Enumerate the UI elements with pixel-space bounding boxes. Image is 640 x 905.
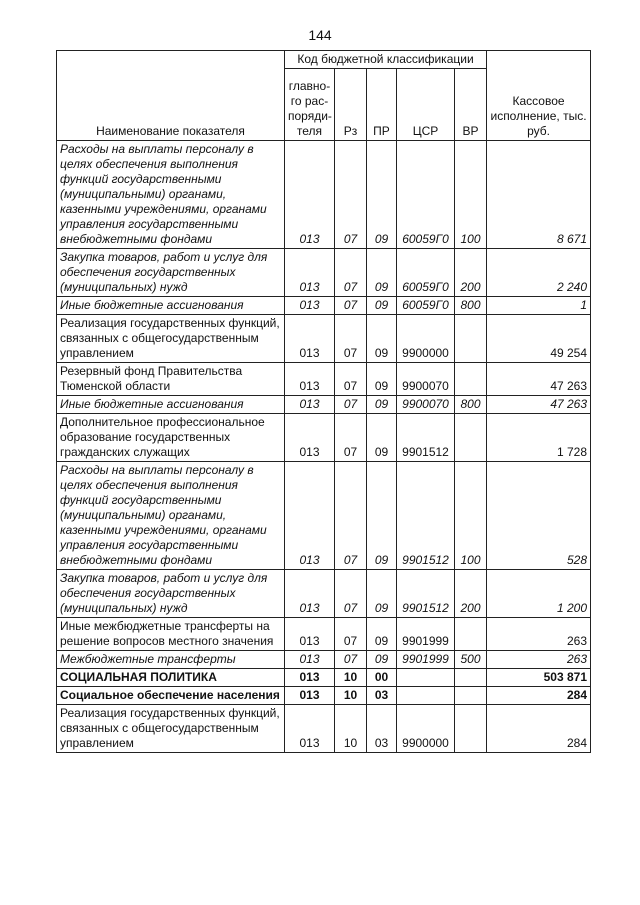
row-amount: 47 263 <box>487 396 591 414</box>
row-csr-code: 9901512 <box>397 414 455 462</box>
row-rz-code: 07 <box>335 249 367 297</box>
row-pr-code: 09 <box>367 363 397 396</box>
row-vr-code <box>455 687 487 705</box>
row-rz-code: 10 <box>335 705 367 753</box>
header-classification-group: Код бюджетной классификации <box>285 51 487 69</box>
row-csr-code: 60059Г0 <box>397 297 455 315</box>
table-row <box>57 141 591 249</box>
row-pr-code: 09 <box>367 396 397 414</box>
row-name: СОЦИАЛЬНАЯ ПОЛИТИКА <box>57 669 285 687</box>
row-vr-code <box>455 618 487 651</box>
row-chief-administrator-code: 013 <box>285 651 335 669</box>
row-csr-code: 9900000 <box>397 705 455 753</box>
table-row <box>57 570 591 618</box>
table-row <box>57 297 591 315</box>
row-name: Социальное обеспечение населения <box>57 687 285 705</box>
row-csr-code: 9900000 <box>397 315 455 363</box>
row-vr-code <box>455 363 487 396</box>
row-chief-administrator-code: 013 <box>285 396 335 414</box>
table-row <box>57 651 591 669</box>
row-chief-administrator-code: 013 <box>285 705 335 753</box>
row-pr-code: 09 <box>367 141 397 249</box>
row-amount: 8 671 <box>487 141 591 249</box>
row-name: Закупка товаров, работ и услуг для обеспечения государственных (муниципальных) нужд <box>57 249 285 297</box>
page-number: 144 <box>308 27 332 43</box>
row-pr-code: 09 <box>367 315 397 363</box>
row-pr-code: 09 <box>367 297 397 315</box>
table-row <box>57 396 591 414</box>
table-row <box>57 315 591 363</box>
header-vr: ВР <box>455 69 487 141</box>
row-name: Иные бюджетные ассигнования <box>57 297 285 315</box>
row-amount: 2 240 <box>487 249 591 297</box>
header-name: Наименование показателя <box>57 51 285 141</box>
row-pr-code: 03 <box>367 687 397 705</box>
row-rz-code: 07 <box>335 570 367 618</box>
row-rz-code: 07 <box>335 618 367 651</box>
row-name: Иные бюджетные ассигнования <box>57 396 285 414</box>
row-amount: 284 <box>487 705 591 753</box>
row-csr-code: 9901999 <box>397 618 455 651</box>
row-vr-code <box>455 705 487 753</box>
row-amount: 263 <box>487 651 591 669</box>
row-vr-code <box>455 414 487 462</box>
row-chief-administrator-code: 013 <box>285 618 335 651</box>
row-csr-code: 60059Г0 <box>397 249 455 297</box>
header-pr: ПР <box>367 69 397 141</box>
row-csr-code: 9900070 <box>397 396 455 414</box>
row-chief-administrator-code: 013 <box>285 687 335 705</box>
budget-table <box>56 50 591 753</box>
header-rz: Рз <box>335 69 367 141</box>
row-rz-code: 07 <box>335 315 367 363</box>
table-row <box>57 462 591 570</box>
row-chief-administrator-code: 013 <box>285 315 335 363</box>
row-rz-code: 07 <box>335 651 367 669</box>
row-csr-code: 9901512 <box>397 570 455 618</box>
row-amount: 1 200 <box>487 570 591 618</box>
table-row <box>57 705 591 753</box>
row-vr-code: 500 <box>455 651 487 669</box>
table-row <box>57 414 591 462</box>
row-vr-code: 100 <box>455 462 487 570</box>
row-rz-code: 07 <box>335 141 367 249</box>
row-csr-code: 9901999 <box>397 651 455 669</box>
row-chief-administrator-code: 013 <box>285 462 335 570</box>
row-amount: 528 <box>487 462 591 570</box>
row-csr-code: 60059Г0 <box>397 141 455 249</box>
row-chief-administrator-code: 013 <box>285 297 335 315</box>
row-pr-code: 09 <box>367 651 397 669</box>
row-name: Межбюджетные трансферты <box>57 651 285 669</box>
row-vr-code: 800 <box>455 297 487 315</box>
row-name: Иные межбюджетные трансферты на решение вопросов местного значения <box>57 618 285 651</box>
row-rz-code: 07 <box>335 297 367 315</box>
row-amount: 1 <box>487 297 591 315</box>
row-rz-code: 07 <box>335 396 367 414</box>
table-body <box>57 141 591 753</box>
row-vr-code: 800 <box>455 396 487 414</box>
row-name: Реализация государственных функций, связанных с общегосударственным управлением <box>57 315 285 363</box>
header-chief-administrator: главно-го рас-поряди-теля <box>285 69 335 141</box>
row-amount: 49 254 <box>487 315 591 363</box>
table-row <box>57 618 591 651</box>
row-csr-code <box>397 669 455 687</box>
table-row <box>57 687 591 705</box>
row-amount: 284 <box>487 687 591 705</box>
row-amount: 263 <box>487 618 591 651</box>
row-chief-administrator-code: 013 <box>285 570 335 618</box>
row-vr-code <box>455 669 487 687</box>
row-vr-code: 200 <box>455 570 487 618</box>
row-pr-code: 09 <box>367 618 397 651</box>
row-chief-administrator-code: 013 <box>285 669 335 687</box>
row-vr-code <box>455 315 487 363</box>
row-name: Реализация государственных функций, связанных с общегосударственным управлением <box>57 705 285 753</box>
row-chief-administrator-code: 013 <box>285 141 335 249</box>
row-pr-code: 09 <box>367 249 397 297</box>
header-csr: ЦСР <box>397 69 455 141</box>
row-vr-code: 200 <box>455 249 487 297</box>
row-amount: 47 263 <box>487 363 591 396</box>
row-pr-code: 00 <box>367 669 397 687</box>
row-name: Расходы на выплаты персоналу в целях обеспечения выполнения функций государственными (муниципальными) органами, казенными учреждениями, органами управления государственными внебюджетными фондами <box>57 462 285 570</box>
table-header <box>57 51 591 141</box>
row-chief-administrator-code: 013 <box>285 249 335 297</box>
row-pr-code: 09 <box>367 570 397 618</box>
row-amount: 1 728 <box>487 414 591 462</box>
table-row <box>57 669 591 687</box>
row-name: Дополнительное профессиональное образование государственных гражданских служащих <box>57 414 285 462</box>
table-row <box>57 363 591 396</box>
row-rz-code: 10 <box>335 669 367 687</box>
row-pr-code: 09 <box>367 414 397 462</box>
row-rz-code: 07 <box>335 363 367 396</box>
row-csr-code <box>397 687 455 705</box>
row-name: Расходы на выплаты персоналу в целях обеспечения выполнения функций государственными (муниципальными) органами, казенными учреждениями, органами управления государственными внебюджетными фондами <box>57 141 285 249</box>
header-cash-execution: Кассовое исполнение, тыс. руб. <box>487 51 591 141</box>
row-name: Резервный фонд Правительства Тюменской области <box>57 363 285 396</box>
row-csr-code: 9900070 <box>397 363 455 396</box>
row-rz-code: 07 <box>335 462 367 570</box>
row-amount: 503 871 <box>487 669 591 687</box>
row-vr-code: 100 <box>455 141 487 249</box>
row-pr-code: 03 <box>367 705 397 753</box>
row-csr-code: 9901512 <box>397 462 455 570</box>
table-row <box>57 249 591 297</box>
row-chief-administrator-code: 013 <box>285 363 335 396</box>
row-name: Закупка товаров, работ и услуг для обеспечения государственных (муниципальных) нужд <box>57 570 285 618</box>
row-chief-administrator-code: 013 <box>285 414 335 462</box>
row-pr-code: 09 <box>367 462 397 570</box>
row-rz-code: 10 <box>335 687 367 705</box>
row-rz-code: 07 <box>335 414 367 462</box>
